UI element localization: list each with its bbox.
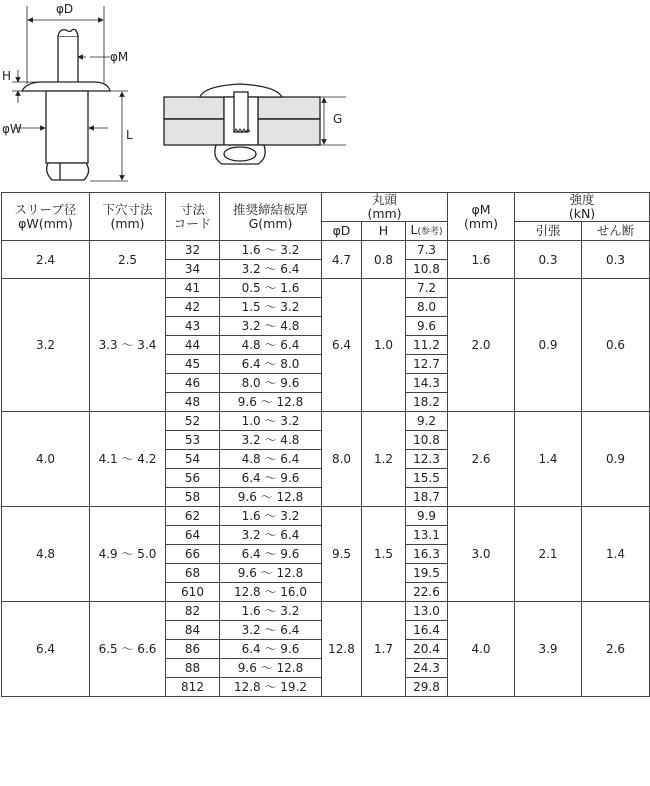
header-hole: 下穴寸法 (mm) <box>90 193 166 241</box>
grip-cell: 12.8 ～ 16.0 <box>220 583 322 602</box>
L-cell: 14.3 <box>406 374 448 393</box>
grip-cell: 1.6 ～ 3.2 <box>220 507 322 526</box>
table-header <box>2 193 650 241</box>
header-phiD: φD <box>322 222 362 241</box>
L-cell: 15.5 <box>406 469 448 488</box>
grip-cell: 1.0 ～ 3.2 <box>220 412 322 431</box>
table-row <box>2 279 650 298</box>
tensile-cell: 0.3 <box>515 241 582 279</box>
grip-cell: 3.2 ～ 6.4 <box>220 526 322 545</box>
code-cell: 54 <box>166 450 220 469</box>
label-H: H <box>2 69 12 83</box>
code-cell: 43 <box>166 317 220 336</box>
phiM-cell: 2.6 <box>448 412 515 507</box>
sleeve-cell: 4.0 <box>2 412 90 507</box>
grip-cell: 6.4 ～ 9.6 <box>220 469 322 488</box>
L-cell: 10.8 <box>406 260 448 279</box>
hole-cell: 6.5 ～ 6.6 <box>90 602 166 697</box>
header-L-note: (参考) <box>417 227 443 237</box>
H-cell: 0.8 <box>362 241 406 279</box>
code-cell: 44 <box>166 336 220 355</box>
L-cell: 13.1 <box>406 526 448 545</box>
shear-cell: 0.9 <box>582 412 650 507</box>
code-cell: 66 <box>166 545 220 564</box>
header-sleeve: スリーブ径 φW(mm) <box>2 193 90 241</box>
phiD-cell: 4.7 <box>322 241 362 279</box>
code-cell: 32 <box>166 241 220 260</box>
code-cell: 62 <box>166 507 220 526</box>
header-L-label: L <box>410 222 418 237</box>
L-cell: 18.2 <box>406 393 448 412</box>
code-cell: 84 <box>166 621 220 640</box>
code-cell: 42 <box>166 298 220 317</box>
H-cell: 1.2 <box>362 412 406 507</box>
L-cell: 16.4 <box>406 621 448 640</box>
phiD-cell: 9.5 <box>322 507 362 602</box>
code-cell: 34 <box>166 260 220 279</box>
shear-cell: 0.3 <box>582 241 650 279</box>
L-cell: 12.3 <box>406 450 448 469</box>
grip-cell: 9.6 ～ 12.8 <box>220 488 322 507</box>
header-H: H <box>362 222 406 241</box>
code-cell: 52 <box>166 412 220 431</box>
label-phiW: φW <box>2 122 22 136</box>
code-cell: 88 <box>166 659 220 678</box>
grip-cell: 6.4 ～ 9.6 <box>220 640 322 659</box>
grip-cell: 4.8 ～ 6.4 <box>220 450 322 469</box>
grip-cell: 0.5 ～ 1.6 <box>220 279 322 298</box>
header-grip: 推奨締結板厚 G(mm) <box>220 193 322 241</box>
grip-cell: 8.0 ～ 9.6 <box>220 374 322 393</box>
table-row <box>2 507 650 526</box>
shear-cell: 2.6 <box>582 602 650 697</box>
H-cell: 1.0 <box>362 279 406 412</box>
grip-cell: 12.8 ～ 19.2 <box>220 678 322 697</box>
shear-cell: 0.6 <box>582 279 650 412</box>
table-row <box>2 241 650 260</box>
code-cell: 812 <box>166 678 220 697</box>
L-cell: 24.3 <box>406 659 448 678</box>
hole-cell: 2.5 <box>90 241 166 279</box>
header-tensile: 引張 <box>515 222 582 241</box>
L-cell: 7.3 <box>406 241 448 260</box>
code-cell: 64 <box>166 526 220 545</box>
table-body <box>2 241 650 697</box>
code-cell: 68 <box>166 564 220 583</box>
header-L <box>406 222 448 241</box>
code-cell: 86 <box>166 640 220 659</box>
tensile-cell: 0.9 <box>515 279 582 412</box>
phiM-cell: 4.0 <box>448 602 515 697</box>
L-cell: 9.9 <box>406 507 448 526</box>
grip-cell: 6.4 ～ 9.6 <box>220 545 322 564</box>
sleeve-cell: 4.8 <box>2 507 90 602</box>
code-cell: 41 <box>166 279 220 298</box>
tensile-cell: 2.1 <box>515 507 582 602</box>
grip-cell: 3.2 ～ 6.4 <box>220 621 322 640</box>
L-cell: 13.0 <box>406 602 448 621</box>
code-cell: 58 <box>166 488 220 507</box>
shear-cell: 1.4 <box>582 507 650 602</box>
L-cell: 11.2 <box>406 336 448 355</box>
grip-cell: 6.4 ～ 8.0 <box>220 355 322 374</box>
grip-cell: 1.6 ～ 3.2 <box>220 602 322 621</box>
phiM-cell: 2.0 <box>448 279 515 412</box>
header-shear: せん断 <box>582 222 650 241</box>
code-cell: 56 <box>166 469 220 488</box>
code-cell: 610 <box>166 583 220 602</box>
header-code: 寸法 コード <box>166 193 220 241</box>
phiD-cell: 8.0 <box>322 412 362 507</box>
H-cell: 1.7 <box>362 602 406 697</box>
tensile-cell: 1.4 <box>515 412 582 507</box>
table-row <box>2 412 650 431</box>
rivet-side-view <box>22 29 110 180</box>
label-phiM: φM <box>110 50 129 64</box>
sleeve-cell: 3.2 <box>2 279 90 412</box>
code-cell: 45 <box>166 355 220 374</box>
L-cell: 8.0 <box>406 298 448 317</box>
phiM-cell: 1.6 <box>448 241 515 279</box>
tensile-cell: 3.9 <box>515 602 582 697</box>
grip-cell: 1.5 ～ 3.2 <box>220 298 322 317</box>
hole-cell: 4.1 ～ 4.2 <box>90 412 166 507</box>
L-cell: 16.3 <box>406 545 448 564</box>
sleeve-cell: 6.4 <box>2 602 90 697</box>
phiM-cell: 3.0 <box>448 507 515 602</box>
installed-section-view <box>164 84 320 164</box>
label-G: G <box>333 112 343 126</box>
grip-cell: 9.6 ～ 12.8 <box>220 659 322 678</box>
label-phiD: φD <box>56 2 74 16</box>
header-head: 丸頭 (mm) <box>322 193 448 222</box>
grip-cell: 3.2 ～ 4.8 <box>220 431 322 450</box>
phiD-cell: 12.8 <box>322 602 362 697</box>
header-phiM: φM (mm) <box>448 193 515 241</box>
grip-cell: 9.6 ～ 12.8 <box>220 393 322 412</box>
code-cell: 46 <box>166 374 220 393</box>
table-row <box>2 602 650 621</box>
header-strength: 強度 (kN) <box>515 193 650 222</box>
hole-cell: 3.3 ～ 3.4 <box>90 279 166 412</box>
L-cell: 9.6 <box>406 317 448 336</box>
L-cell: 22.6 <box>406 583 448 602</box>
code-cell: 48 <box>166 393 220 412</box>
phiD-cell: 6.4 <box>322 279 362 412</box>
hole-cell: 4.9 ～ 5.0 <box>90 507 166 602</box>
grip-cell: 9.6 ～ 12.8 <box>220 564 322 583</box>
spec-table <box>1 192 650 697</box>
grip-cell: 4.8 ～ 6.4 <box>220 336 322 355</box>
code-cell: 82 <box>166 602 220 621</box>
L-cell: 18.7 <box>406 488 448 507</box>
sleeve-cell: 2.4 <box>2 241 90 279</box>
L-cell: 12.7 <box>406 355 448 374</box>
L-cell: 10.8 <box>406 431 448 450</box>
L-cell: 9.2 <box>406 412 448 431</box>
H-cell: 1.5 <box>362 507 406 602</box>
grip-cell: 3.2 ～ 6.4 <box>220 260 322 279</box>
code-cell: 53 <box>166 431 220 450</box>
L-cell: 29.8 <box>406 678 448 697</box>
grip-cell: 1.6 ～ 3.2 <box>220 241 322 260</box>
rivet-diagram <box>0 0 650 192</box>
L-cell: 20.4 <box>406 640 448 659</box>
grip-cell: 3.2 ～ 4.8 <box>220 317 322 336</box>
L-cell: 7.2 <box>406 279 448 298</box>
L-cell: 19.5 <box>406 564 448 583</box>
label-L: L <box>126 128 133 142</box>
